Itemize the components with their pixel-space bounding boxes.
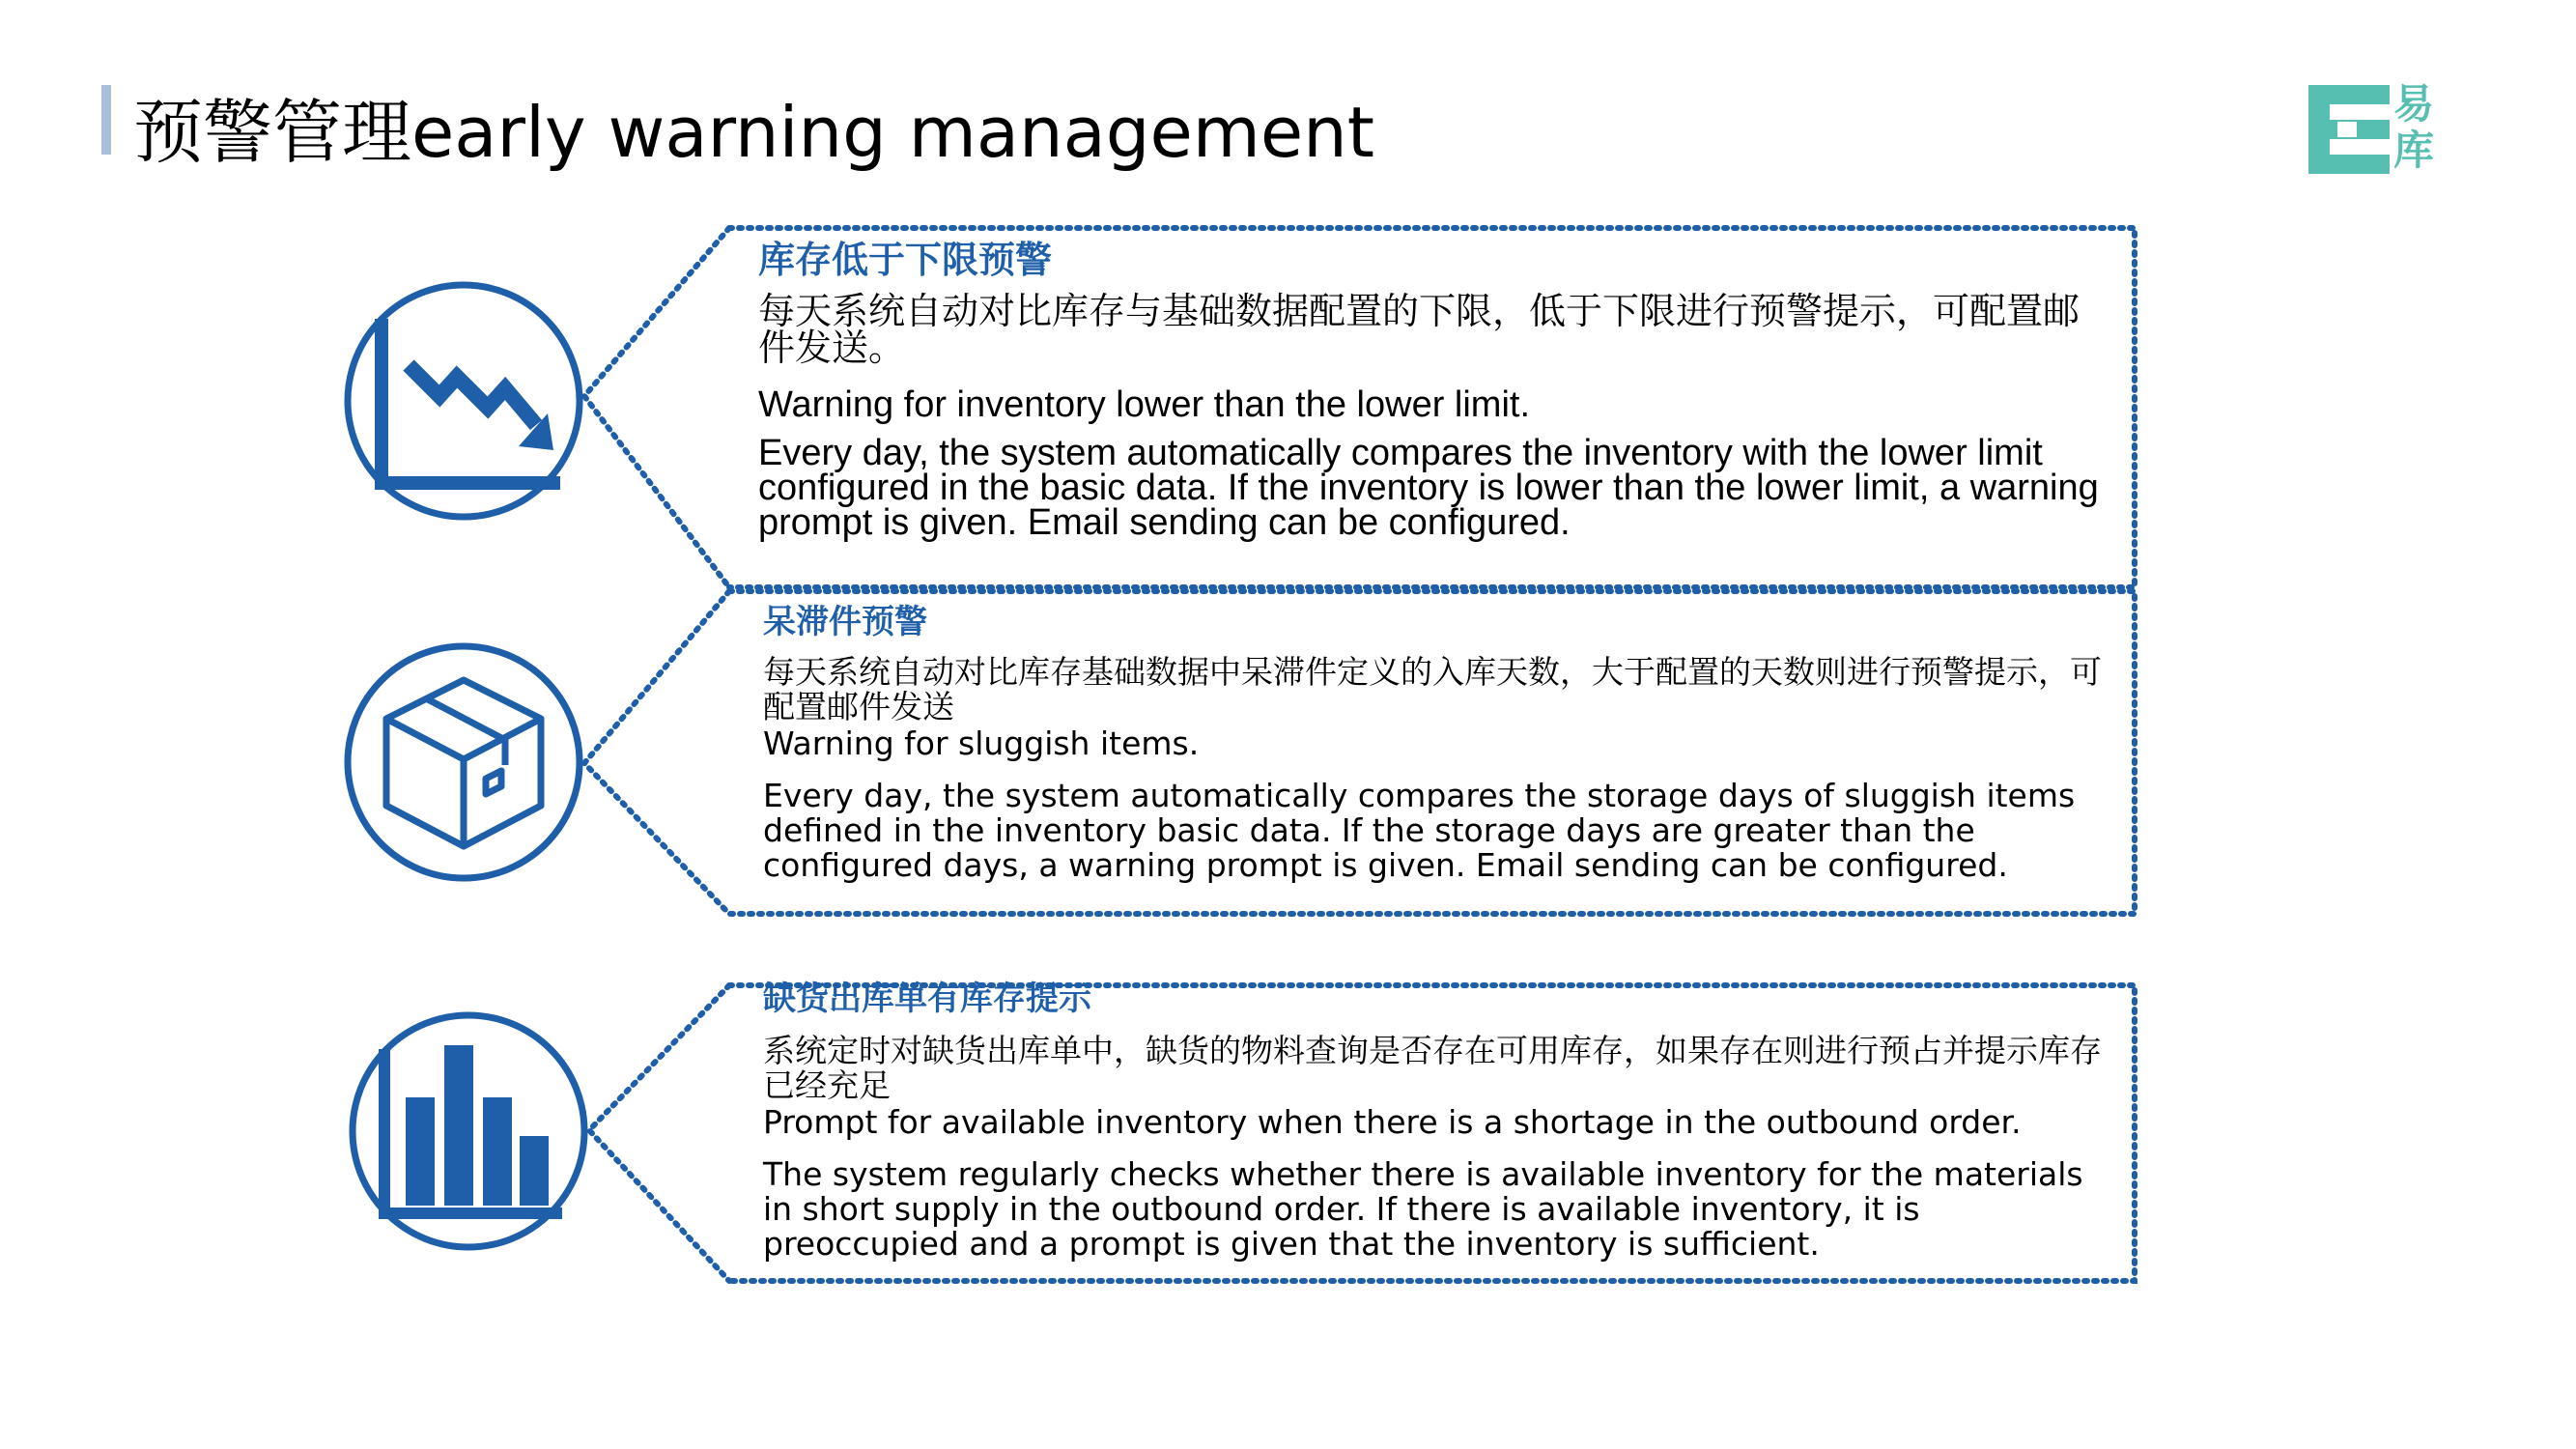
box-package-icon <box>343 641 584 883</box>
section-2-title: 呆滞件预警 <box>763 603 927 641</box>
section-2-connector <box>584 591 729 914</box>
section-1-title-en: Warning for inventory lower than the lower limit. <box>758 384 1531 425</box>
section-2-description-en: Every day, the system automatically compares the storage days of sluggish items defined in the inventory basic data. If the storage days are greater than the configured days, a warning prompt is given. Email sending can be configured. <box>763 777 2076 884</box>
section-3-title: 缺货出库单有库存提示 <box>763 980 1091 1018</box>
logo-glyph-top: 易 <box>2393 80 2435 128</box>
section-3-description-en: The system regularly checks whether there is available inventory for the materials in short supply in the outbound order. If there is available inventory, it is preoccupied and a prompt is given that the inventory is sufficient. <box>763 1155 2083 1263</box>
section-3-description-cn: 系统定时对缺货出库单中，缺货的物料查询是否存在可用库存，如果存在则进行预占并提示库存已经充足 <box>763 1032 2102 1104</box>
bar-chart-icon <box>348 1010 589 1252</box>
page-title: 预警管理early warning management <box>133 92 1375 173</box>
section-1-description-en: Every day, the system automatically compares the inventory with the lower limit configured in the basic data. If the inventory is lower than the lower limit, a warning prompt is given. Email sending can be configured. <box>758 433 2099 543</box>
logo-glyph-bottom: 库 <box>2393 127 2435 174</box>
section-2-title-en: Warning for sluggish items. <box>763 724 1200 762</box>
section-2-description-cn: 每天系统自动对比库存基础数据中呆滞件定义的入库天数，大于配置的天数则进行预警提示，可配置邮件发送 <box>763 653 2102 725</box>
section-1-description-cn: 每天系统自动对比库存与基础数据配置的下限，低于下限进行预警提示，可配置邮件发送。 <box>758 290 2081 369</box>
section-3-title-en: Prompt for available inventory when there is a shortage in the outbound order. <box>763 1103 2022 1141</box>
downtrend-chart-icon <box>343 280 584 522</box>
section-3-connector <box>589 985 729 1281</box>
section-1-connector <box>584 228 729 587</box>
section-1-title: 库存低于下限预警 <box>758 239 1053 281</box>
